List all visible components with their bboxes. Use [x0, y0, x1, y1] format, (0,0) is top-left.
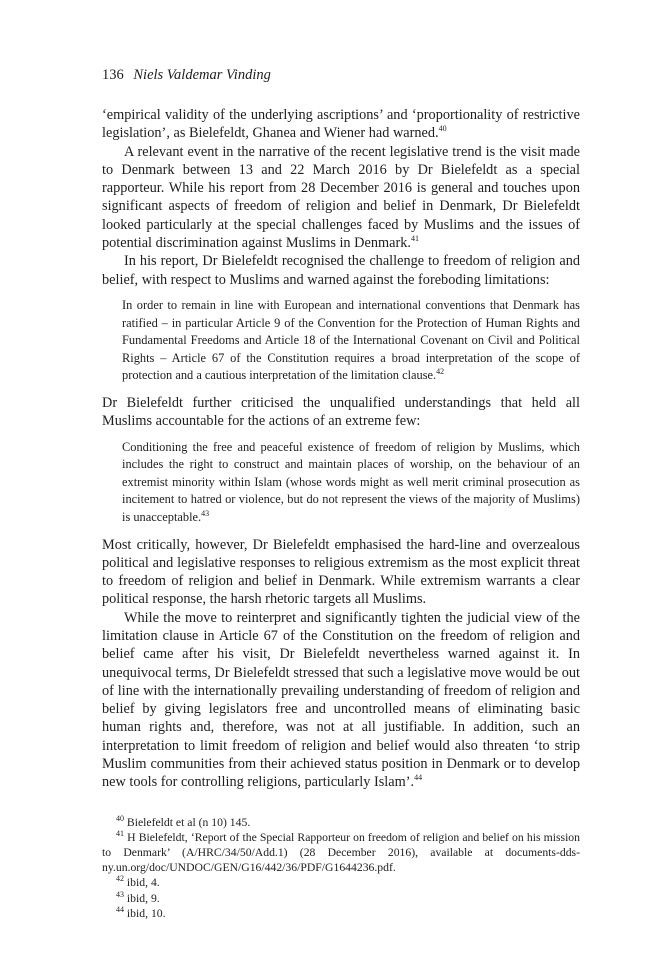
paragraph-text: In his report, Dr Bielefeldt recognised the challenge to freedom of religion and belief, with respect to Muslims and warned against the foreboding limitations: [102, 253, 580, 288]
paragraph [102, 143, 580, 253]
block-quote [122, 297, 580, 385]
author-name: Niels Valdemar Vinding [133, 67, 271, 83]
footnote-ref: 40 [438, 124, 447, 134]
body-text [102, 106, 580, 792]
paragraph-text: While the move to reinterpret and significantly tighten the judicial view of the limitation clause in Article 67 of the Constitution on the freedom of religion and belief came after his visit, Dr Bielefeldt nevertheless warned against it. In unequivocal terms, Dr Bielefeldt stressed that such a legislative move would be out of line with the internationally prevailing understanding of freedom of religion and belief by giving legislators free and uncontrolled means of eliminating basic human rights and, therefore, was not at all justifiable. In addition, such an interpretation to limit freedom of religion and belief would also threaten ‘to strip Muslim communities from their achieved status position in Denmark or to develop new tools for controlling religions, particularly Islam’. [102, 609, 580, 791]
footnote-number: 40 [116, 813, 124, 823]
footnote-text: ibid, 10. [126, 906, 166, 920]
paragraph [102, 536, 580, 609]
footnote [102, 875, 580, 890]
running-head [102, 64, 580, 86]
paragraph [102, 252, 580, 289]
quote-text: Conditioning the free and peaceful existence of freedom of religion by Muslims, which includes the right to construct and maintain places of worship, on the behaviour of an extremist minority within Islam (whose words might as well merit criminal prosecution as incitement to hatred or violence, but do not represent the views of the majority of Muslims) is unacceptable. [122, 439, 580, 524]
footnote-number: 41 [116, 828, 124, 838]
footnote-number: 44 [116, 904, 124, 914]
paragraph [102, 394, 580, 431]
block-quote [122, 439, 580, 527]
footnote-text: ibid, 9. [126, 891, 160, 905]
footnote [102, 830, 580, 876]
footnote [102, 906, 580, 921]
footnote-ref: 41 [410, 234, 419, 244]
footnote-ref: 44 [414, 773, 423, 783]
page-number: 136 [102, 67, 124, 83]
paragraph [102, 609, 580, 792]
paragraph-text: Dr Bielefeldt further criticised the unqualified understandings that held all Muslims accountable for the actions of an extreme few: [102, 394, 580, 430]
footnote [102, 815, 580, 830]
footnote [102, 891, 580, 906]
footnote-number: 43 [116, 889, 124, 899]
book-page [102, 64, 580, 921]
footnote-number: 42 [116, 874, 124, 884]
paragraph [102, 106, 580, 143]
footnotes [102, 815, 580, 921]
quote-text: In order to remain in line with European and international conventions that Denmark has ratified – in particular Article 9 of the Convention for the Protection of Human Rights and Fundamental Freedoms and Article 18 of the International Covenant on Civil and Political Rights – Article 67 of the Constitution requires a broad interpretation of the scope of protection and a cautious interpretation of the limitation clause. [122, 297, 580, 383]
footnote-ref: 43 [201, 508, 210, 518]
paragraph-text: A relevant event in the narrative of the recent legislative trend is the visit made to Denmark between 13 and 22 March 2016 by Dr Bielefeldt as a special rapporteur. While his report from 28 December 2016 is general and touches upon significant aspects of freedom of religion and belief in Denmark, Dr Bielefeldt looked particularly at the special challenges faced by Muslims and the issues of potential discrimination against Muslims in Denmark. [102, 143, 580, 252]
footnote-ref: 42 [436, 367, 445, 377]
footnote-text: Bielefeldt et al (n 10) 145. [126, 815, 251, 829]
footnote-text: H Bielefeldt, ‘Report of the Special Rapporteur on freedom of religion and belief on his mission to Denmark’ (A/HRC/34/50/Add.1) (28 December 2016), available at documents-dds-ny.un.org/doc/UNDOC/GEN/G16/442/36/PDF/G1644236.pdf. [102, 830, 580, 875]
paragraph-text: ‘empirical validity of the underlying ascriptions’ and ‘proportionality of restrictive legislation’, as Bielefeldt, Ghanea and Wiener had warned. [102, 107, 580, 142]
paragraph-text: Most critically, however, Dr Bielefeldt emphasised the hard-line and overzealous political and legislative responses to religious extremism as the most explicit threat to freedom of religion and belief in Denmark. While extremism warrants a clear political response, the harsh rhetoric targets all Muslims. [102, 536, 580, 608]
footnote-text: ibid, 4. [126, 876, 160, 890]
